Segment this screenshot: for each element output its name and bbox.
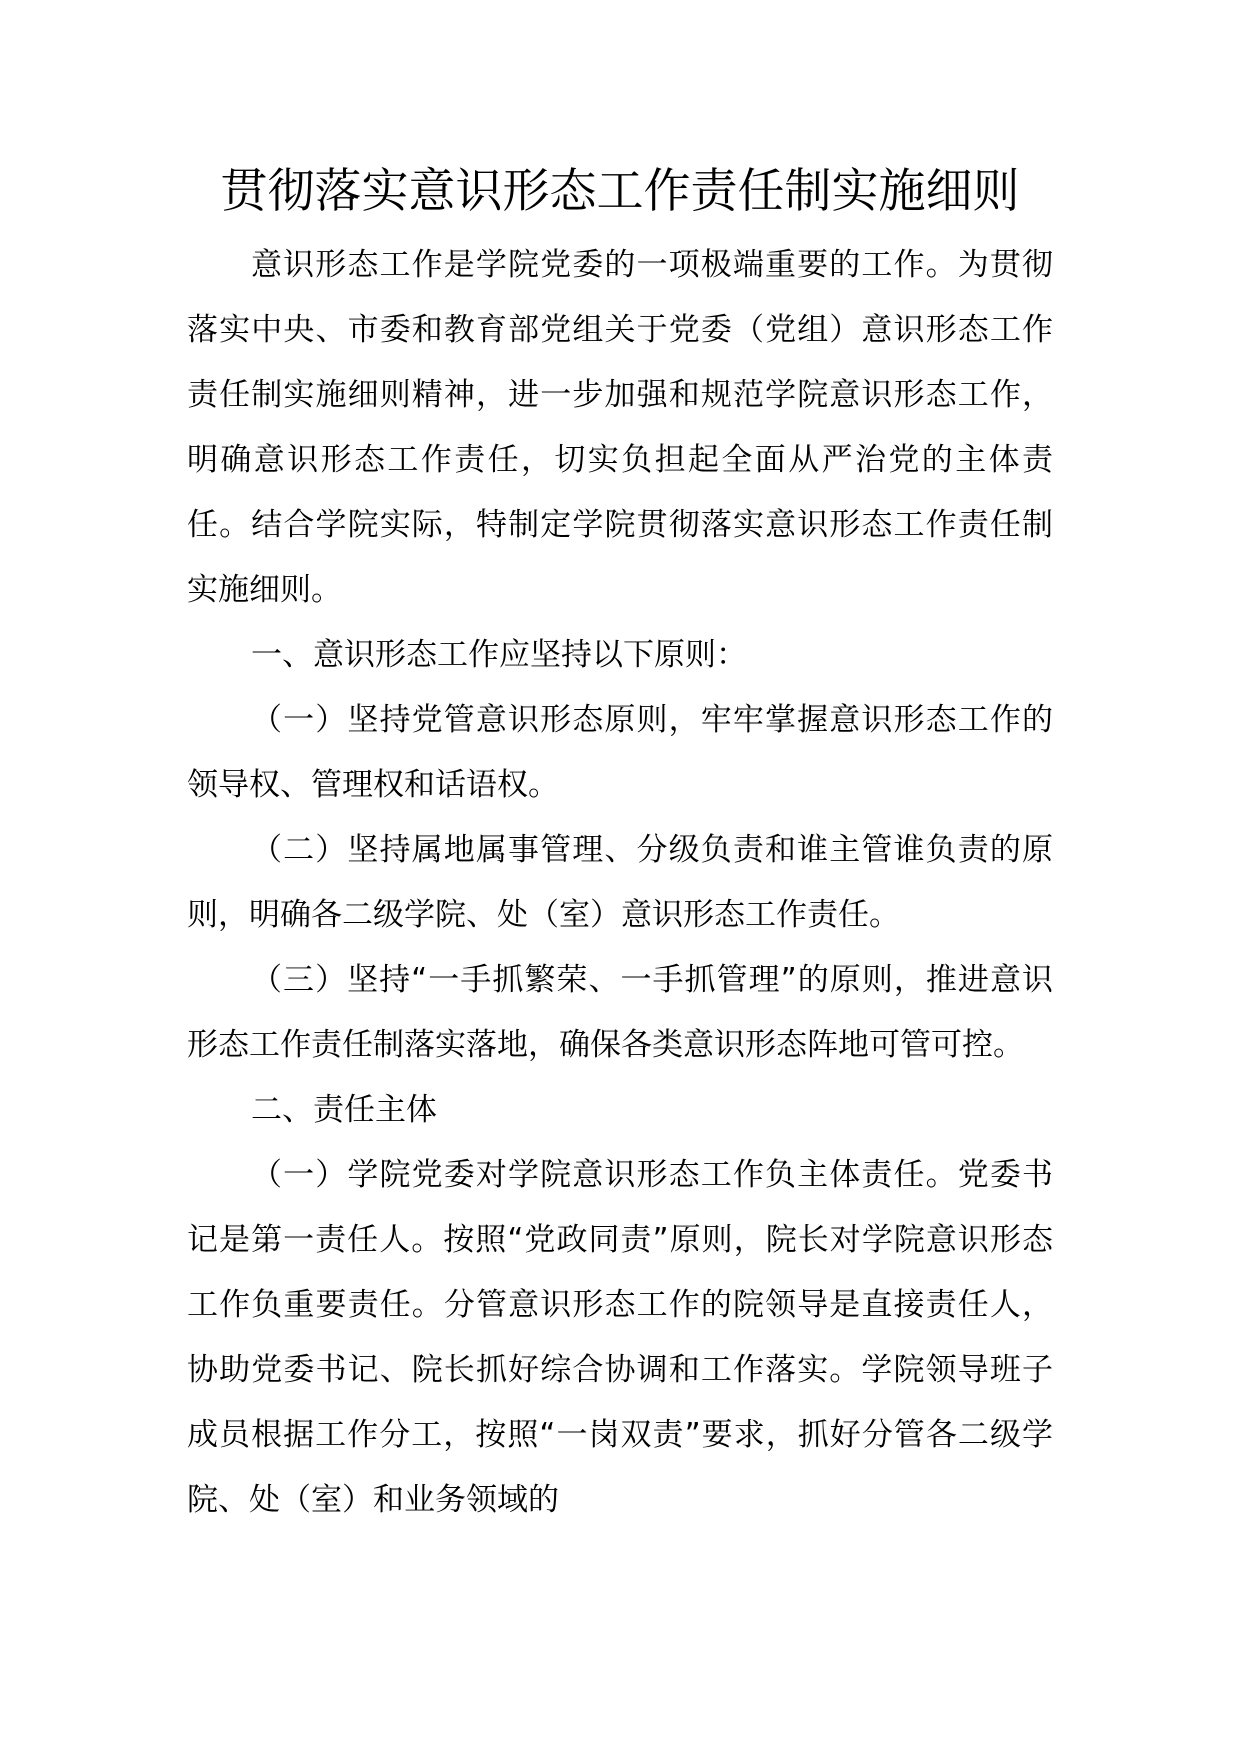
section-heading-responsibility: 二、责任主体 <box>251 1092 437 1128</box>
paragraph-principle-1: （一）坚持党管意识形态原则，牢牢掌握意识形态工作的领导权、管理权和话语权。 <box>187 702 1053 803</box>
paragraph-principle-2: （二）坚持属地属事管理、分级负责和谁主管谁负责的原则，明确各二级学院、处（室）意识形态工作责任。 <box>187 832 1053 933</box>
document-title: 贯彻落实意识形态工作责任制实施细则 <box>220 164 1020 219</box>
paragraph-principle-3: （三）坚持“一手抓繁荣、一手抓管理”的原则，推进意识形态工作责任制落实落地，确保各类意识形态阵地可管可控。 <box>187 962 1053 1063</box>
paragraph-responsibility-1: （一）学院党委对学院意识形态工作负主体责任。党委书记是第一责任人。按照“党政同责”原则，院长对学院意识形态工作负重要责任。分管意识形态工作的院领导是直接责任人，协助党委书记、院长抓好综合协调和工作落实。学院领导班子成员根据工作分工，按照“一岗双责”要求，抓好分管各二级学院、处（室）和业务领域的 <box>187 1157 1053 1518</box>
section-heading-principles: 一、意识形态工作应坚持以下原则： <box>251 637 747 673</box>
document-body <box>187 233 1053 1533</box>
paragraph-intro: 意识形态工作是学院党委的一项极端重要的工作。为贯彻落实中央、市委和教育部党组关于党委（党组）意识形态工作责任制实施细则精神，进一步加强和规范学院意识形态工作，明确意识形态工作责任，切实负担起全面从严治党的主体责任。结合学院实际，特制定学院贯彻落实意识形态工作责任制实施细则。 <box>187 247 1053 608</box>
